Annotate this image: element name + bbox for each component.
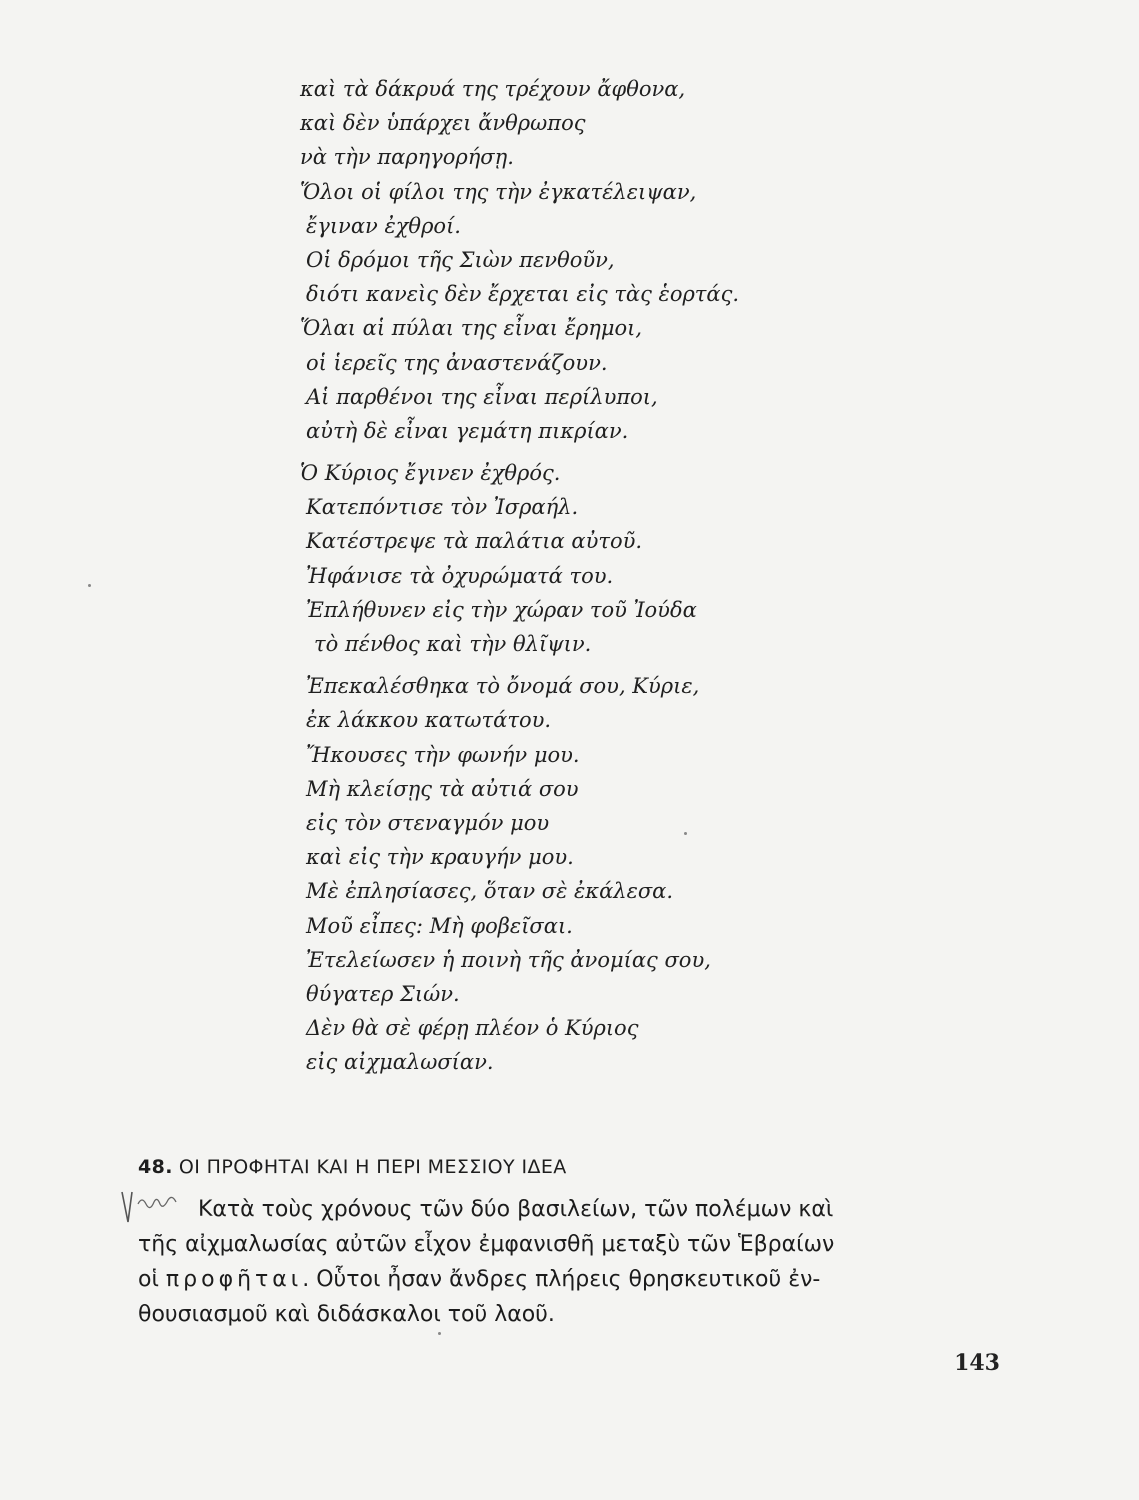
page-number: 143 [954,1350,1000,1376]
poem-line: νὰ τὴν παρηγορήσῃ. [300,145,514,170]
poem-line: τὸ πένθος καὶ τὴν θλῖψιν. [314,632,592,656]
poem-line: Μὴ κλείσῃς τὰ αὐτιά σου [306,776,579,801]
poem-line: ἐκ λάκκου κατωτάτου. [306,708,552,733]
section-number: 48. [138,1156,173,1178]
poem-line: Ἐπεκαλέσθηκα τὸ ὄνομά σου, Κύριε, [306,674,700,699]
paragraph-text: . Οὗτοι ἦσαν ἄνδρες πλήρεις θρησκευτικοῦ ἐν- [302,1267,821,1292]
poem-line: καὶ τὰ δάκρυά της τρέχουν ἄφθονα, [300,77,686,101]
poem-line: Μὲ ἐπλησίασες, ὅταν σὲ ἐκάλεσα. [306,879,674,904]
paragraph-line: θουσιασμοῦ καὶ διδάσκαλοι τοῦ λαοῦ. [138,1302,555,1327]
section-48 [138,1152,998,1332]
poem-line: Ὅλαι αἱ πύλαι της εἶναι ἔρημοι, [300,316,643,341]
poem-line: ἔγιναν ἐχθροί. [306,213,461,238]
scan-speck [88,584,91,587]
poem-line: Ἐτελείωσεν ἡ ποινὴ τῆς ἀνομίας σου, [306,947,711,972]
poem-line: Ἐπλήθυνεν εἰς τὴν χώραν τοῦ Ἰούδα [306,597,697,622]
body-paragraph [138,1192,998,1332]
poem-line: Κατεπόντισε τὸν Ἰσραήλ. [306,495,579,520]
poem-line: διότι κανεὶς δὲν ἔρχεται εἰς τὰς ἑορτάς. [306,282,740,307]
paragraph-line [138,1262,998,1297]
spaced-term: προφῆται [165,1267,303,1292]
poem-stanza-3 [300,669,940,1079]
poem-line: αὐτὴ δὲ εἶναι γεμάτη πικρίαν. [306,418,629,443]
poem-stanza-2 [300,456,940,661]
poem-line: Δὲν θὰ σὲ φέρῃ πλέον ὁ Κύριος [306,1016,639,1041]
paragraph-text: οἱ [138,1267,166,1292]
poem-line: Αἱ παρθένοι της εἶναι περίλυποι, [306,384,658,409]
poem-line: Ἤκουσες τὴν φωνήν μου. [306,742,580,767]
poem-block [300,72,940,1087]
poem-line: καὶ εἰς τὴν κραυγήν μου. [306,845,574,870]
poem-line: οἱ ἱερεῖς της ἀναστενάζουν. [306,350,608,375]
paragraph-line: Κατὰ τοὺς χρόνους τῶν δύο βασιλείων, τῶν πολέμων καὶ [198,1197,834,1222]
scan-speck [684,832,687,835]
scan-speck [438,1332,441,1335]
poem-line: καὶ δὲν ὑπάρχει ἄνθρωπος [300,111,586,136]
section-title: ΟΙ ΠΡΟΦΗΤΑΙ ΚΑΙ Η ΠΕΡΙ ΜΕΣΣΙΟΥ ΙΔΕΑ [178,1156,567,1178]
paragraph-line: τῆς αἰχμαλωσίας αὐτῶν εἶχον ἐμφανισθῆ μεταξὺ τῶν Ἑβραίων [138,1232,835,1257]
poem-line: εἰς αἰχμαλωσίαν. [306,1050,494,1075]
poem-line: Ἠφάνισε τὰ ὀχυρώματά του. [306,563,614,588]
poem-line: Μοῦ εἶπες: Μὴ φοβεῖσαι. [306,913,573,938]
poem-line: θύγατερ Σιών. [306,981,460,1006]
poem-line: Ὅλοι οἱ φίλοι της τὴν ἐγκατέλειψαν, [300,179,697,204]
poem-line: Οἱ δρόμοι τῆς Σιὼν πενθοῦν, [306,247,615,272]
poem-stanza-1 [300,72,940,448]
section-heading [138,1152,998,1182]
poem-line: εἰς τὸν στεναγμόν μου [306,810,550,835]
poem-line: Κατέστρεψε τὰ παλάτια αὐτοῦ. [306,529,643,554]
poem-line: Ὁ Κύριος ἔγινεν ἐχθρός. [300,461,561,486]
